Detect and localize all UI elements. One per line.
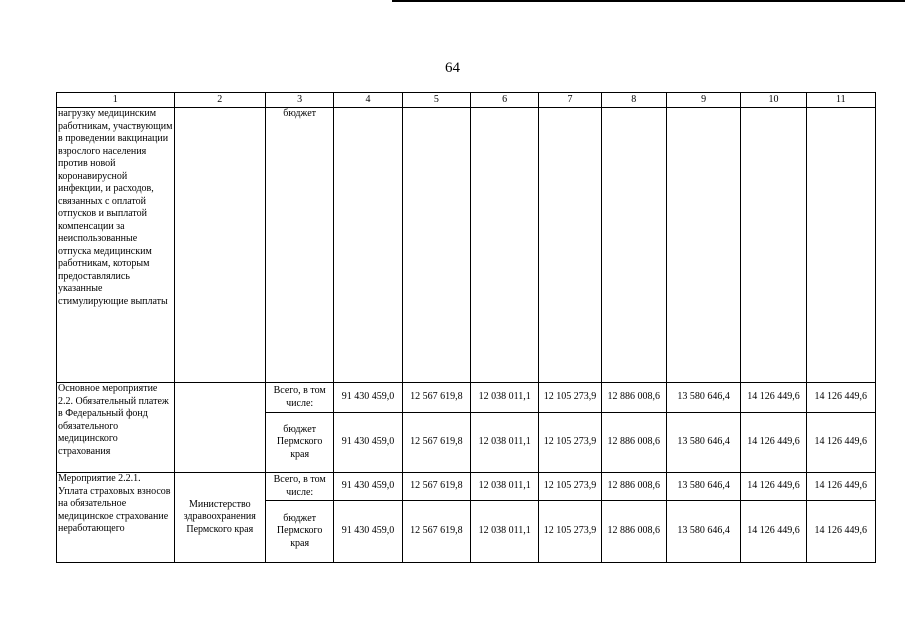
activity-description: нагрузку медицинским работникам, участвующим в проведении вакцинации взрослого населения против новой коронавирусной инфекции, и расходов, связанных с оплатой отпусков и выплатой компенсации за неиспользованные отпуска медицинским работникам, которым предоставлялись указанные стимулирующие выплаты bbox=[57, 108, 175, 383]
header-row bbox=[57, 93, 876, 108]
value-cell: 91 430 459,0 bbox=[334, 501, 402, 563]
header-cell: 9 bbox=[666, 93, 740, 108]
value-cell: 14 126 449,6 bbox=[741, 383, 806, 413]
value-cell: 12 886 008,6 bbox=[601, 501, 666, 563]
value-cell: 13 580 646,4 bbox=[666, 413, 740, 473]
value-cell: 13 580 646,4 bbox=[666, 473, 740, 501]
activity-title: Мероприятие 2.2.1. Уплата страховых взносов на обязательное медицинское страхование неработающего bbox=[57, 473, 175, 563]
header-cell: 2 bbox=[174, 93, 265, 108]
table-row bbox=[57, 383, 876, 413]
header-cell: 3 bbox=[266, 93, 334, 108]
header-cell: 1 bbox=[57, 93, 175, 108]
top-rule bbox=[392, 0, 905, 2]
funding-source: бюджет Пермского края bbox=[266, 501, 334, 563]
value-cell bbox=[539, 108, 601, 383]
value-cell bbox=[601, 108, 666, 383]
value-cell: 13 580 646,4 bbox=[666, 501, 740, 563]
value-cell: 12 105 273,9 bbox=[539, 413, 601, 473]
executor-cell: Министерство здравоохранения Пермского края bbox=[174, 473, 265, 563]
funding-source: Всего, в том числе: bbox=[266, 383, 334, 413]
page-number: 64 bbox=[445, 60, 460, 76]
header-cell: 8 bbox=[601, 93, 666, 108]
value-cell: 12 567 619,8 bbox=[402, 413, 470, 473]
value-cell bbox=[470, 108, 538, 383]
budget-table bbox=[56, 92, 876, 563]
value-cell: 14 126 449,6 bbox=[806, 473, 875, 501]
value-cell: 12 886 008,6 bbox=[601, 383, 666, 413]
value-cell: 12 105 273,9 bbox=[539, 501, 601, 563]
value-cell: 12 038 011,1 bbox=[470, 501, 538, 563]
value-cell: 12 886 008,6 bbox=[601, 413, 666, 473]
value-cell: 12 567 619,8 bbox=[402, 501, 470, 563]
funding-source: бюджет bbox=[266, 108, 334, 383]
header-cell: 11 bbox=[806, 93, 875, 108]
executor-cell bbox=[174, 108, 265, 383]
value-cell: 91 430 459,0 bbox=[334, 473, 402, 501]
value-cell: 14 126 449,6 bbox=[806, 383, 875, 413]
header-cell: 4 bbox=[334, 93, 402, 108]
value-cell: 12 567 619,8 bbox=[402, 383, 470, 413]
value-cell bbox=[666, 108, 740, 383]
value-cell: 12 886 008,6 bbox=[601, 473, 666, 501]
value-cell bbox=[741, 108, 806, 383]
value-cell: 91 430 459,0 bbox=[334, 383, 402, 413]
activity-title: Основное мероприятие 2.2. Обязательный платеж в Федеральный фонд обязательного медицинского страхования bbox=[57, 383, 175, 473]
value-cell: 91 430 459,0 bbox=[334, 413, 402, 473]
header-cell: 5 bbox=[402, 93, 470, 108]
header-cell: 6 bbox=[470, 93, 538, 108]
value-cell: 12 105 273,9 bbox=[539, 473, 601, 501]
value-cell bbox=[402, 108, 470, 383]
value-cell: 14 126 449,6 bbox=[741, 501, 806, 563]
value-cell: 14 126 449,6 bbox=[806, 413, 875, 473]
value-cell: 12 038 011,1 bbox=[470, 413, 538, 473]
value-cell: 12 038 011,1 bbox=[470, 473, 538, 501]
value-cell: 13 580 646,4 bbox=[666, 383, 740, 413]
value-cell bbox=[334, 108, 402, 383]
value-cell: 12 105 273,9 bbox=[539, 383, 601, 413]
executor-cell bbox=[174, 383, 265, 473]
value-cell: 14 126 449,6 bbox=[806, 501, 875, 563]
value-cell: 12 038 011,1 bbox=[470, 383, 538, 413]
funding-source: Всего, в том числе: bbox=[266, 473, 334, 501]
funding-source: бюджет Пермского края bbox=[266, 413, 334, 473]
header-cell: 7 bbox=[539, 93, 601, 108]
value-cell: 14 126 449,6 bbox=[741, 413, 806, 473]
value-cell: 12 567 619,8 bbox=[402, 473, 470, 501]
table-row bbox=[57, 473, 876, 501]
header-cell: 10 bbox=[741, 93, 806, 108]
continuation-row bbox=[57, 108, 876, 383]
value-cell bbox=[806, 108, 875, 383]
value-cell: 14 126 449,6 bbox=[741, 473, 806, 501]
